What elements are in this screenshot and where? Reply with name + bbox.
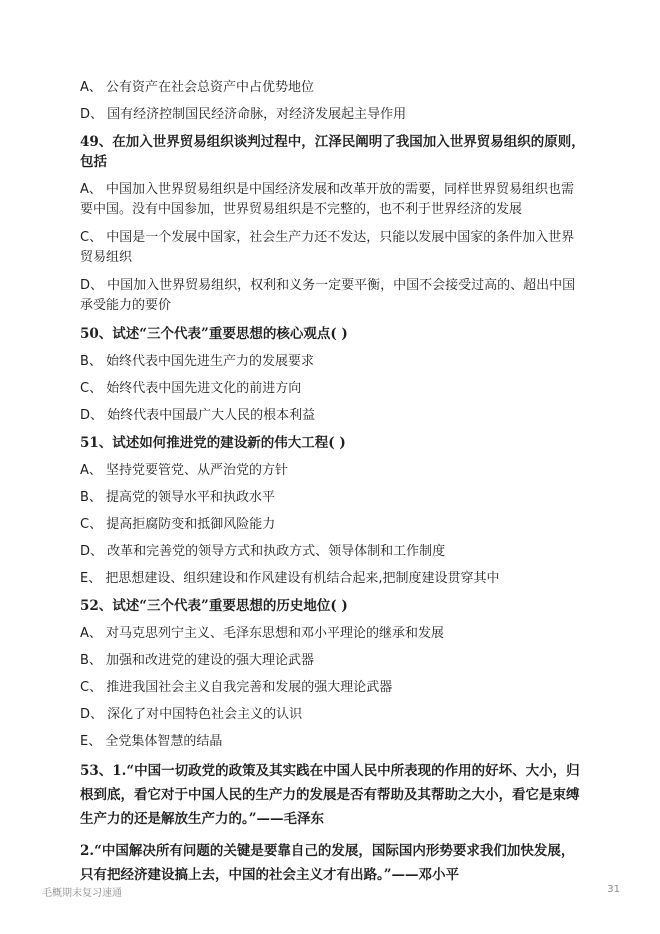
question-49: 49、在加入世界贸易组织谈判过程中，江泽民阐明了我国加入世界贸易组织的原则，包括	[80, 134, 585, 170]
option-line: D、 始终代表中国最广大人民的根本利益	[80, 408, 316, 423]
question-51: 51、试述如何推进党的建设新的伟大工程( )	[80, 435, 346, 451]
option-line: C、 始终代表中国先进文化的前进方向	[80, 381, 302, 396]
option-line: A、 中国加入世界贸易组织是中国经济发展和改革开放的需要，同样世界贸易组织也需要中国。没有中国参加，世界贸易组织是不完整的，也不利于世界经济的发展	[80, 182, 575, 217]
footer-title: 毛概期末复习速通	[42, 888, 122, 899]
option-line: E、 全党集体智慧的结晶	[80, 734, 223, 749]
option-line: B、 加强和改进党的建设的强大理论武器	[80, 653, 315, 668]
option-line: B、 始终代表中国先进生产力的发展要求	[80, 354, 315, 369]
option-line: D、 深化了对中国特色社会主义的认识	[80, 707, 303, 722]
page-body	[80, 78, 585, 895]
option-line: D、 改革和完善党的领导方式和执政方式、领导体制和工作制度	[80, 544, 446, 559]
question-52: 52、试述“三个代表”重要思想的历史地位( )	[80, 598, 348, 614]
option-line: C、 提高拒腐防变和抵御风险能力	[80, 517, 276, 532]
page-footer	[42, 884, 620, 899]
option-line: E、 把思想建设、组织建设和作风建设有机结合起来,把制度建设贯穿其中	[80, 571, 500, 586]
page-number: 31	[607, 884, 620, 895]
option-line: B、 提高党的领导水平和执政水平	[80, 490, 276, 505]
question-53-quote-2: 2.“中国解决所有问题的关键是要靠自己的发展，国际国内形势要求我们加快发展，只有把经济建设搞上去，中国的社会主义才有出路。”——邓小平	[80, 843, 575, 883]
question-50: 50、试述“三个代表”重要思想的核心观点( )	[80, 326, 348, 342]
option-line: D、 国有经济控制国民经济命脉，对经济发展起主导作用	[80, 107, 407, 122]
option-line: C、 中国是一个发展中国家，社会生产力还不发达，只能以发展中国家的条件加入世界贸易组织	[80, 230, 575, 265]
question-53: 53、1.“中国一切政党的政策及其实践在中国人民中所表现的作用的好坏、大小，归根到底，看它对于中国人民的生产力的发展是否有帮助及其帮助之大小，看它是束缚生产力的还是解放生产力的。”——毛泽东	[80, 763, 580, 827]
option-line: C、 推进我国社会主义自我完善和发展的强大理论武器	[80, 680, 393, 695]
option-line: D、 中国加入世界贸易组织，权利和义务一定要平衡，中国不会接受过高的、超出中国承受能力的要价	[80, 278, 576, 313]
option-line: A、 坚持党要管党、从严治党的方针	[80, 463, 289, 478]
option-line: A、 对马克思列宁主义、毛泽东思想和邓小平理论的继承和发展	[80, 626, 445, 641]
option-line: A、 公有资产在社会总资产中占优势地位	[80, 80, 315, 95]
